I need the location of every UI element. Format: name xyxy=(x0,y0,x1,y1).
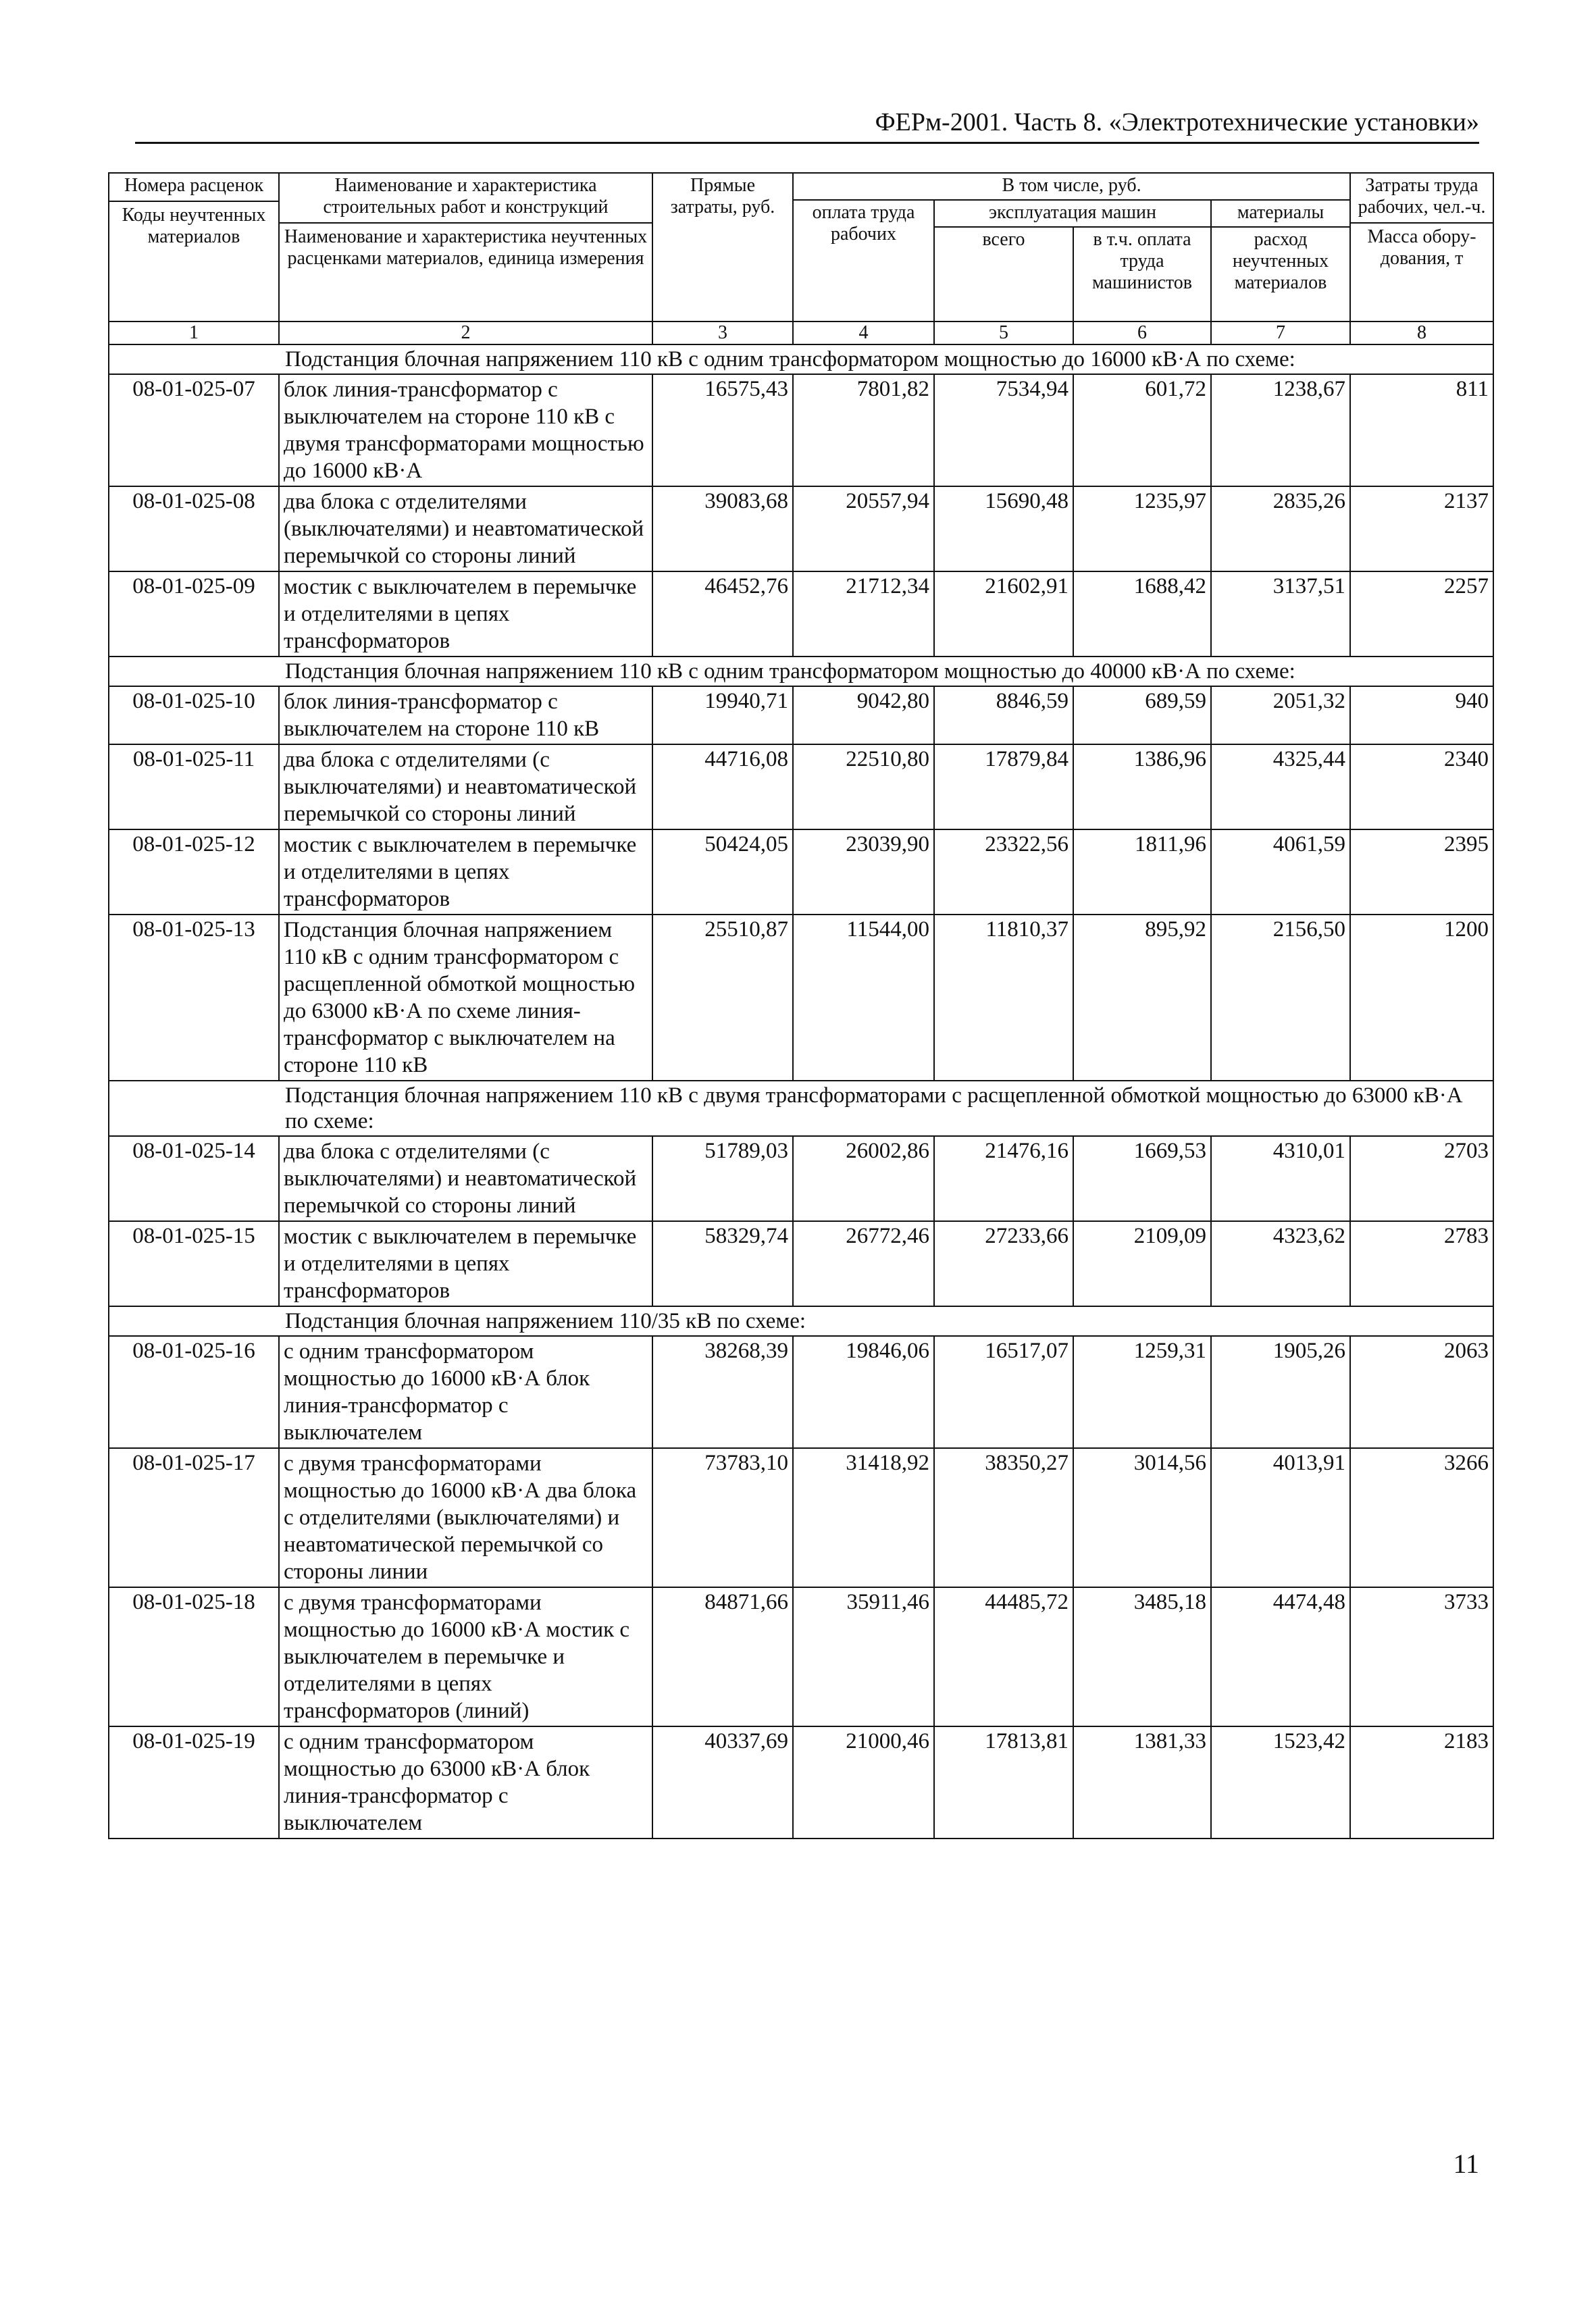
machines-header: эксплуатация машин xyxy=(934,200,1211,227)
labor-wages: 23039,90 xyxy=(793,829,934,915)
labor-hours: 2703 xyxy=(1350,1136,1493,1221)
machines-total: 8846,59 xyxy=(934,686,1073,744)
materials-cost: 2051,32 xyxy=(1211,686,1350,744)
direct-costs: 73783,10 xyxy=(652,1448,793,1587)
col-header-6: в т.ч. оплата труда машинистов xyxy=(1073,227,1211,322)
labor-wages: 7801,82 xyxy=(793,374,934,486)
direct-costs: 19940,71 xyxy=(652,686,793,744)
labor-hours: 811 xyxy=(1350,374,1493,486)
rate-code: 08-01-025-16 xyxy=(109,1336,279,1448)
machines-total: 21476,16 xyxy=(934,1136,1073,1221)
labor-hours: 2340 xyxy=(1350,744,1493,829)
materials-cost: 2156,50 xyxy=(1211,915,1350,1081)
work-description: мостик с выключателем в перемычке и отделителями в цепях трансформаторов xyxy=(279,829,652,915)
machinists-wages: 1386,96 xyxy=(1073,744,1211,829)
labor-wages: 9042,80 xyxy=(793,686,934,744)
machines-total: 44485,72 xyxy=(934,1587,1073,1726)
rate-code: 08-01-025-18 xyxy=(109,1587,279,1726)
machines-total: 38350,27 xyxy=(934,1448,1073,1587)
machines-total: 17879,84 xyxy=(934,744,1073,829)
direct-costs: 46452,76 xyxy=(652,571,793,657)
labor-wages: 21712,34 xyxy=(793,571,934,657)
labor-wages: 11544,00 xyxy=(793,915,934,1081)
col8-bottom-label: Масса обору-дования, т xyxy=(1351,222,1493,269)
col1-top-label: Номера расценок xyxy=(124,175,264,196)
table-row xyxy=(109,1587,1493,1726)
section-heading-row xyxy=(109,344,1493,374)
materials-cost: 4061,59 xyxy=(1211,829,1350,915)
column-number: 5 xyxy=(934,322,1073,344)
labor-wages: 26002,86 xyxy=(793,1136,934,1221)
section-heading-row xyxy=(109,1081,1493,1136)
table-row xyxy=(109,915,1493,1081)
group-header: В том числе, руб. xyxy=(793,173,1350,200)
column-number: 2 xyxy=(279,322,652,344)
machinists-wages: 3485,18 xyxy=(1073,1587,1211,1726)
table-row xyxy=(109,486,1493,571)
materials-cost: 1905,26 xyxy=(1211,1336,1350,1448)
labor-hours: 2783 xyxy=(1350,1221,1493,1306)
rate-code: 08-01-025-14 xyxy=(109,1136,279,1221)
col-header-5: всего xyxy=(934,227,1073,322)
work-description: с двумя трансформаторами мощностью до 16000 кВ·А мостик с выключателем в перемычке и отделителями в цепях трансформаторов (линий) xyxy=(279,1587,652,1726)
labor-hours: 2395 xyxy=(1350,829,1493,915)
machinists-wages: 895,92 xyxy=(1073,915,1211,1081)
rate-code: 08-01-025-12 xyxy=(109,829,279,915)
direct-costs: 51789,03 xyxy=(652,1136,793,1221)
work-description: два блока с отделителями (с выключателями) и неавтоматической перемычкой со стороны линий xyxy=(279,744,652,829)
machinists-wages: 2109,09 xyxy=(1073,1221,1211,1306)
table-row xyxy=(109,1448,1493,1587)
labor-hours: 2063 xyxy=(1350,1336,1493,1448)
materials-cost: 4323,62 xyxy=(1211,1221,1350,1306)
direct-costs: 40337,69 xyxy=(652,1726,793,1839)
machinists-wages: 689,59 xyxy=(1073,686,1211,744)
page-number: 11 xyxy=(1453,2149,1479,2179)
materials-header: материалы xyxy=(1211,200,1350,227)
table-row xyxy=(109,686,1493,744)
column-number: 8 xyxy=(1350,322,1493,344)
machinists-wages: 1381,33 xyxy=(1073,1726,1211,1839)
table-row xyxy=(109,1726,1493,1839)
materials-cost: 3137,51 xyxy=(1211,571,1350,657)
col8-top-label: Затраты труда рабочих, чел.-ч. xyxy=(1358,175,1486,217)
labor-hours: 3733 xyxy=(1350,1587,1493,1726)
materials-cost: 4013,91 xyxy=(1211,1448,1350,1587)
rates-table xyxy=(108,172,1494,1839)
machinists-wages: 1688,42 xyxy=(1073,571,1211,657)
labor-hours: 2257 xyxy=(1350,571,1493,657)
work-description: блок линия-трансформатор с выключателем на стороне 110 кВ с двумя трансформаторами мощностью до 16000 кВ·А xyxy=(279,374,652,486)
direct-costs: 38268,39 xyxy=(652,1336,793,1448)
machines-total: 27233,66 xyxy=(934,1221,1073,1306)
col2-bottom-label: Наименование и характеристика неучтенных расценками материалов, единица измерения xyxy=(280,222,652,269)
labor-hours: 2137 xyxy=(1350,486,1493,571)
materials-cost: 1523,42 xyxy=(1211,1726,1350,1839)
column-number: 7 xyxy=(1211,322,1350,344)
machines-total: 23322,56 xyxy=(934,829,1073,915)
table-row xyxy=(109,744,1493,829)
section-heading: Подстанция блочная напряжением 110 кВ с одним трансформатором мощностью до 40000 кВ·А по схеме: xyxy=(109,657,1493,686)
rate-code: 08-01-025-17 xyxy=(109,1448,279,1587)
machines-total: 15690,48 xyxy=(934,486,1073,571)
rate-code: 08-01-025-07 xyxy=(109,374,279,486)
labor-hours: 940 xyxy=(1350,686,1493,744)
rate-code: 08-01-025-10 xyxy=(109,686,279,744)
section-heading: Подстанция блочная напряжением 110/35 кВ по схеме: xyxy=(109,1306,1493,1336)
column-number: 3 xyxy=(652,322,793,344)
machines-total: 17813,81 xyxy=(934,1726,1073,1839)
work-description: два блока с отделителями (выключателями) и неавтоматической перемычкой со стороны линий xyxy=(279,486,652,571)
column-number: 4 xyxy=(793,322,934,344)
col-header-7: расход неучтенных материалов xyxy=(1211,227,1350,322)
machinists-wages: 1235,97 xyxy=(1073,486,1211,571)
labor-hours: 2183 xyxy=(1350,1726,1493,1839)
work-description: с двумя трансформаторами мощностью до 16000 кВ·А два блока с отделителями (выключателями) и неавтоматической перемычкой со стороны линии xyxy=(279,1448,652,1587)
labor-hours: 3266 xyxy=(1350,1448,1493,1587)
labor-wages: 21000,46 xyxy=(793,1726,934,1839)
direct-costs: 25510,87 xyxy=(652,915,793,1081)
table-row xyxy=(109,1136,1493,1221)
direct-costs: 44716,08 xyxy=(652,744,793,829)
page-header: ФЕРм-2001. Часть 8. «Электротехнические установки» xyxy=(875,108,1479,136)
labor-wages: 35911,46 xyxy=(793,1587,934,1726)
labor-wages: 26772,46 xyxy=(793,1221,934,1306)
table-row xyxy=(109,571,1493,657)
column-numbers-row xyxy=(109,322,1493,344)
machinists-wages: 3014,56 xyxy=(1073,1448,1211,1587)
work-description: с одним трансформатором мощностью до 63000 кВ·А блок линия-трансформатор с выключателем xyxy=(279,1726,652,1839)
labor-wages: 31418,92 xyxy=(793,1448,934,1587)
header-rule xyxy=(135,142,1479,144)
materials-cost: 4310,01 xyxy=(1211,1136,1350,1221)
direct-costs: 50424,05 xyxy=(652,829,793,915)
work-description: мостик с выключателем в перемычке и отделителями в цепях трансформаторов xyxy=(279,571,652,657)
labor-wages: 22510,80 xyxy=(793,744,934,829)
machinists-wages: 601,72 xyxy=(1073,374,1211,486)
rate-code: 08-01-025-13 xyxy=(109,915,279,1081)
direct-costs: 58329,74 xyxy=(652,1221,793,1306)
col-header-1 xyxy=(109,173,279,322)
rate-code: 08-01-025-19 xyxy=(109,1726,279,1839)
materials-cost: 4325,44 xyxy=(1211,744,1350,829)
machinists-wages: 1669,53 xyxy=(1073,1136,1211,1221)
section-heading: Подстанция блочная напряжением 110 кВ с двумя трансформаторами с расщепленной обмоткой мощностью до 63000 кВ·А по схеме: xyxy=(109,1081,1493,1136)
section-heading-row xyxy=(109,1306,1493,1336)
col1-bottom-label: Коды неучтенных материалов xyxy=(109,201,278,248)
machinists-wages: 1259,31 xyxy=(1073,1336,1211,1448)
labor-wages: 20557,94 xyxy=(793,486,934,571)
table-row xyxy=(109,374,1493,486)
rate-code: 08-01-025-11 xyxy=(109,744,279,829)
rate-code: 08-01-025-15 xyxy=(109,1221,279,1306)
machines-total: 11810,37 xyxy=(934,915,1073,1081)
rate-code: 08-01-025-08 xyxy=(109,486,279,571)
machines-total: 21602,91 xyxy=(934,571,1073,657)
work-description: мостик с выключателем в перемычке и отделителями в цепях трансформаторов xyxy=(279,1221,652,1306)
col-header-3: Прямые затраты, руб. xyxy=(652,173,793,322)
machines-total: 16517,07 xyxy=(934,1336,1073,1448)
direct-costs: 39083,68 xyxy=(652,486,793,571)
work-description: с одним трансформатором мощностью до 16000 кВ·А блок линия-трансформатор с выключателем xyxy=(279,1336,652,1448)
machinists-wages: 1811,96 xyxy=(1073,829,1211,915)
materials-cost: 4474,48 xyxy=(1211,1587,1350,1726)
machines-total: 7534,94 xyxy=(934,374,1073,486)
labor-wages: 19846,06 xyxy=(793,1336,934,1448)
labor-hours: 1200 xyxy=(1350,915,1493,1081)
col-header-2 xyxy=(279,173,652,322)
section-heading-row xyxy=(109,657,1493,686)
table-row xyxy=(109,1221,1493,1306)
table-body xyxy=(109,344,1493,1839)
direct-costs: 16575,43 xyxy=(652,374,793,486)
work-description: Подстанция блочная напряжением 110 кВ с одним трансформатором с расщепленной обмоткой мощностью до 63000 кВ·А по схеме линия-трансформатор с выключателем на стороне 110 кВ xyxy=(279,915,652,1081)
work-description: блок линия-трансформатор с выключателем на стороне 110 кВ xyxy=(279,686,652,744)
column-number: 6 xyxy=(1073,322,1211,344)
materials-cost: 2835,26 xyxy=(1211,486,1350,571)
col-header-8 xyxy=(1350,173,1493,322)
direct-costs: 84871,66 xyxy=(652,1587,793,1726)
materials-cost: 1238,67 xyxy=(1211,374,1350,486)
section-heading: Подстанция блочная напряжением 110 кВ с одним трансформатором мощностью до 16000 кВ·А по схеме: xyxy=(109,344,1493,374)
column-number: 1 xyxy=(109,322,279,344)
work-description: два блока с отделителями (с выключателями) и неавтоматической перемычкой со стороны линий xyxy=(279,1136,652,1221)
rate-code: 08-01-025-09 xyxy=(109,571,279,657)
table-row xyxy=(109,1336,1493,1448)
col2-top-label: Наименование и характеристика строительных работ и конструкций xyxy=(323,175,609,217)
table-row xyxy=(109,829,1493,915)
col-header-4: оплата труда рабочих xyxy=(793,200,934,322)
